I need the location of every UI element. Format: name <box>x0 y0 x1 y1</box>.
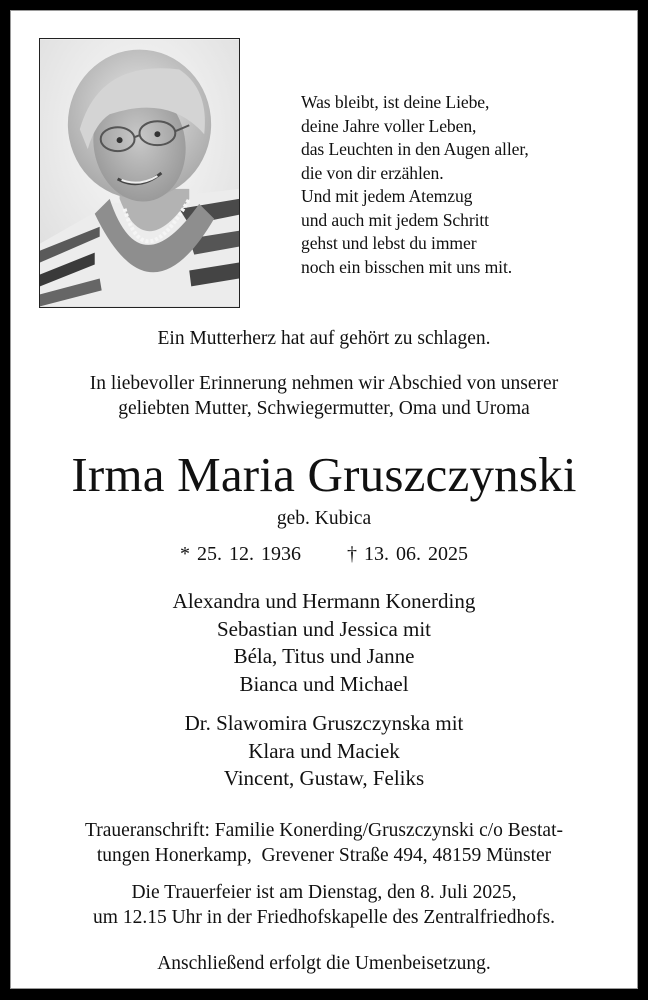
memorial-poem <box>301 91 621 279</box>
deceased-name: Irma Maria Gruszczynski <box>71 447 577 502</box>
life-dates <box>10 543 638 566</box>
portrait-image-icon <box>40 39 239 307</box>
intro-text <box>10 371 638 421</box>
poem-line: noch ein bisschen mit uns mit. <box>301 256 513 277</box>
intro-line: In liebevoller Erinnerung nehmen wir Abschied von unserer <box>89 373 559 394</box>
mourner-line: Vincent, Gustaw, Feliks <box>223 766 425 790</box>
mourners-group-1 <box>10 588 638 698</box>
birth-date: * 25. 12. 1936 <box>180 543 301 565</box>
poem-line: und auch mit jedem Schritt <box>301 209 489 230</box>
heart-line: Ein Mutterherz hat auf gehört zu schlagen. <box>157 328 491 349</box>
mourner-line: Klara und Maciek <box>248 738 400 763</box>
mourner-line: Bianca und Michael <box>239 671 409 696</box>
intro-line: geliebten Mutter, Schwiegermutter, Oma und Uroma <box>118 398 530 419</box>
poem-line: gehst und lebst du immer <box>301 233 477 253</box>
address-line: Traueranschrift: Familie Konerding/Gruszczynski c/o Bestat- <box>85 820 563 841</box>
mourner-line: Alexandra und Hermann Konerding <box>172 589 476 613</box>
poem-line: deine Jahre voller Leben, <box>301 115 477 136</box>
mourners-group-2 <box>10 710 638 793</box>
ceremony-line: um 12.15 Uhr in der Friedhofskapelle des Zentralfriedhofs. <box>93 907 555 928</box>
poem-line: das Leuchten in den Augen aller, <box>301 139 529 159</box>
portrait-photo <box>39 38 240 308</box>
birth-name: geb. Kubica <box>276 508 372 529</box>
death-date: † 13. 06. 2025 <box>347 543 468 565</box>
poem-line: die von dir erzählen. <box>301 162 444 183</box>
poem-line: Was bleibt, ist deine Liebe, <box>301 92 490 112</box>
poem-line: Und mit jedem Atemzug <box>301 186 473 206</box>
mourner-line: Dr. Slawomira Gruszczynska mit <box>184 711 464 735</box>
ceremony-info <box>10 880 638 930</box>
mourning-address <box>10 818 638 868</box>
mourner-line: Sebastian und Jessica mit <box>216 616 432 641</box>
obituary-card <box>10 10 638 989</box>
mourner-line: Béla, Titus und Janne <box>233 644 415 668</box>
address-line: tungen Honerkamp, Grevener Straße 494, 48159 Münster <box>96 845 552 866</box>
burial-info: Anschließend erfolgt die Umenbeisetzung. <box>157 953 491 974</box>
ceremony-line: Die Trauerfeier ist am Dienstag, den 8. Juli 2025, <box>131 882 517 903</box>
